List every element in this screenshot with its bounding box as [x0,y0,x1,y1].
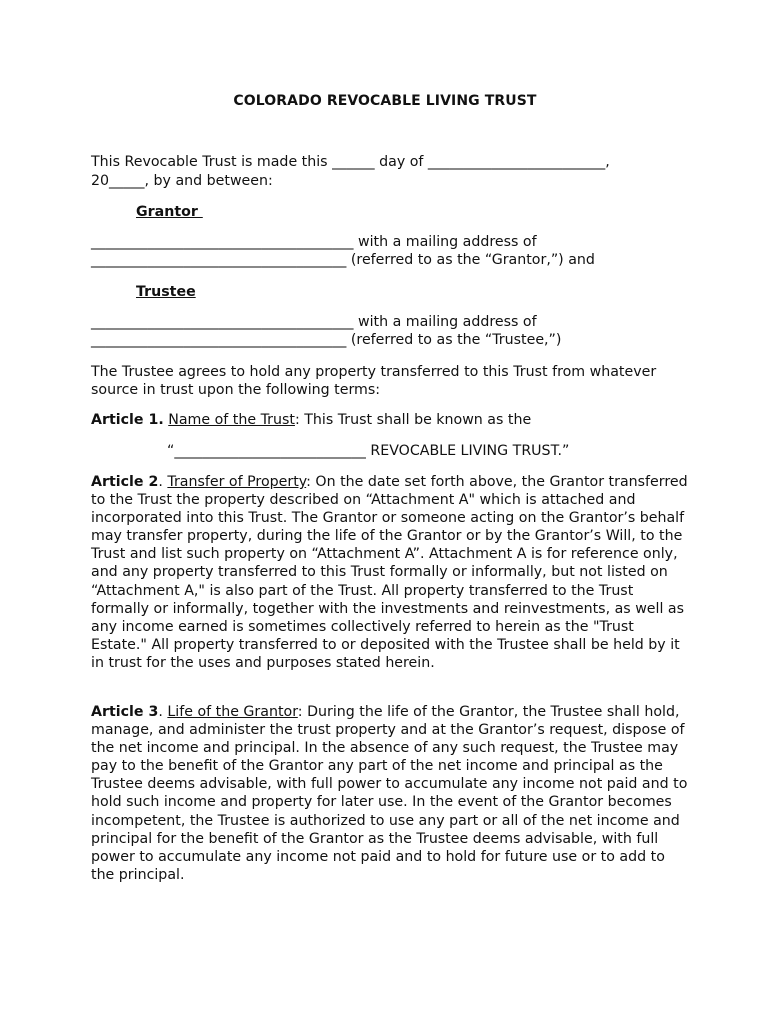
document-title: COLORADO REVOCABLE LIVING TRUST [233,93,537,109]
agreement-paragraph: The Trustee agrees to hold any property transferred to this Trust from whatever source in trust upon the following terms: [91,364,657,399]
trust-name-line: “___________________________ REVOCABLE LIVING TRUST.” [167,443,570,459]
article-3-sep: . [158,704,168,720]
article-1-text: : This Trust shall be known as the [294,412,532,428]
article-3-text: : During the life of the Grantor, the Trustee shall hold, manage, and administer the trust property and at the Grantor’s request, dispose of the net income and principal. In the absence of any such request, the Trustee may pay to the benefit of the Grantor any part of the net income and principal as the Trustee deems advisable, with full power to accumulate any income not paid and to hold such income and property for later use. In the event of the Grantor becomes incompetent, the Trustee is authorized to use any part or all of the net income and principal for the benefit of the Grantor as the Trustee deems advisable, with full power to accumulate any income not paid and to hold for future use or to add to the principal. [91,704,688,883]
article-1-title: Name of the Trust [168,412,295,428]
grantor-line-1: _____________________________________ with a mailing address of [91,234,537,250]
trustee-line-2: ____________________________________ (referred to as the “Trustee,”) [91,332,562,348]
article-2-title: Transfer of Property [167,474,307,490]
article-1-label: Article 1. [91,412,164,428]
article-3-label: Article 3 [91,704,159,720]
grantor-line-2: ____________________________________ (referred to as the “Grantor,”) and [91,252,595,268]
article-2 [91,473,691,672]
article-2-text: : On the date set forth above, the Grantor transferred to the Trust the property described on “Attachment A" which is attached and incorporated into this Trust. The Grantor or someone acting on the Grantor’s behalf may transfer property, during the life of the Grantor or by the Grantor’s Will, to the Trust and list such property on “Attachment A”. Attachment A is for reference only, and any property transferred to this Trust formally or informally, but not listed on “Attachment A," is also part of the Trust. All property transferred to the Trust formally or informally, together with the investments and reinvestments, as well as any income earned is sometimes collectively referred to herein as the "Trust Estate." All property transferred to or deposited with the Trustee shall be held by it in trust for the uses and purposes stated herein. [91,474,688,671]
intro-line-2: 20_____, by and between: [91,173,273,189]
grantor-heading: Grantor [136,204,203,220]
article-3 [91,703,691,884]
trustee-heading: Trustee [136,284,196,300]
article-3-title: Life of the Grantor [167,704,298,720]
article-2-label: Article 2 [91,474,159,490]
article-2-sep: . [158,474,168,490]
intro-line-1: This Revocable Trust is made this ______ day of _________________________, [91,154,610,170]
article-1 [91,411,531,429]
trustee-line-1: _____________________________________ with a mailing address of [91,314,537,330]
